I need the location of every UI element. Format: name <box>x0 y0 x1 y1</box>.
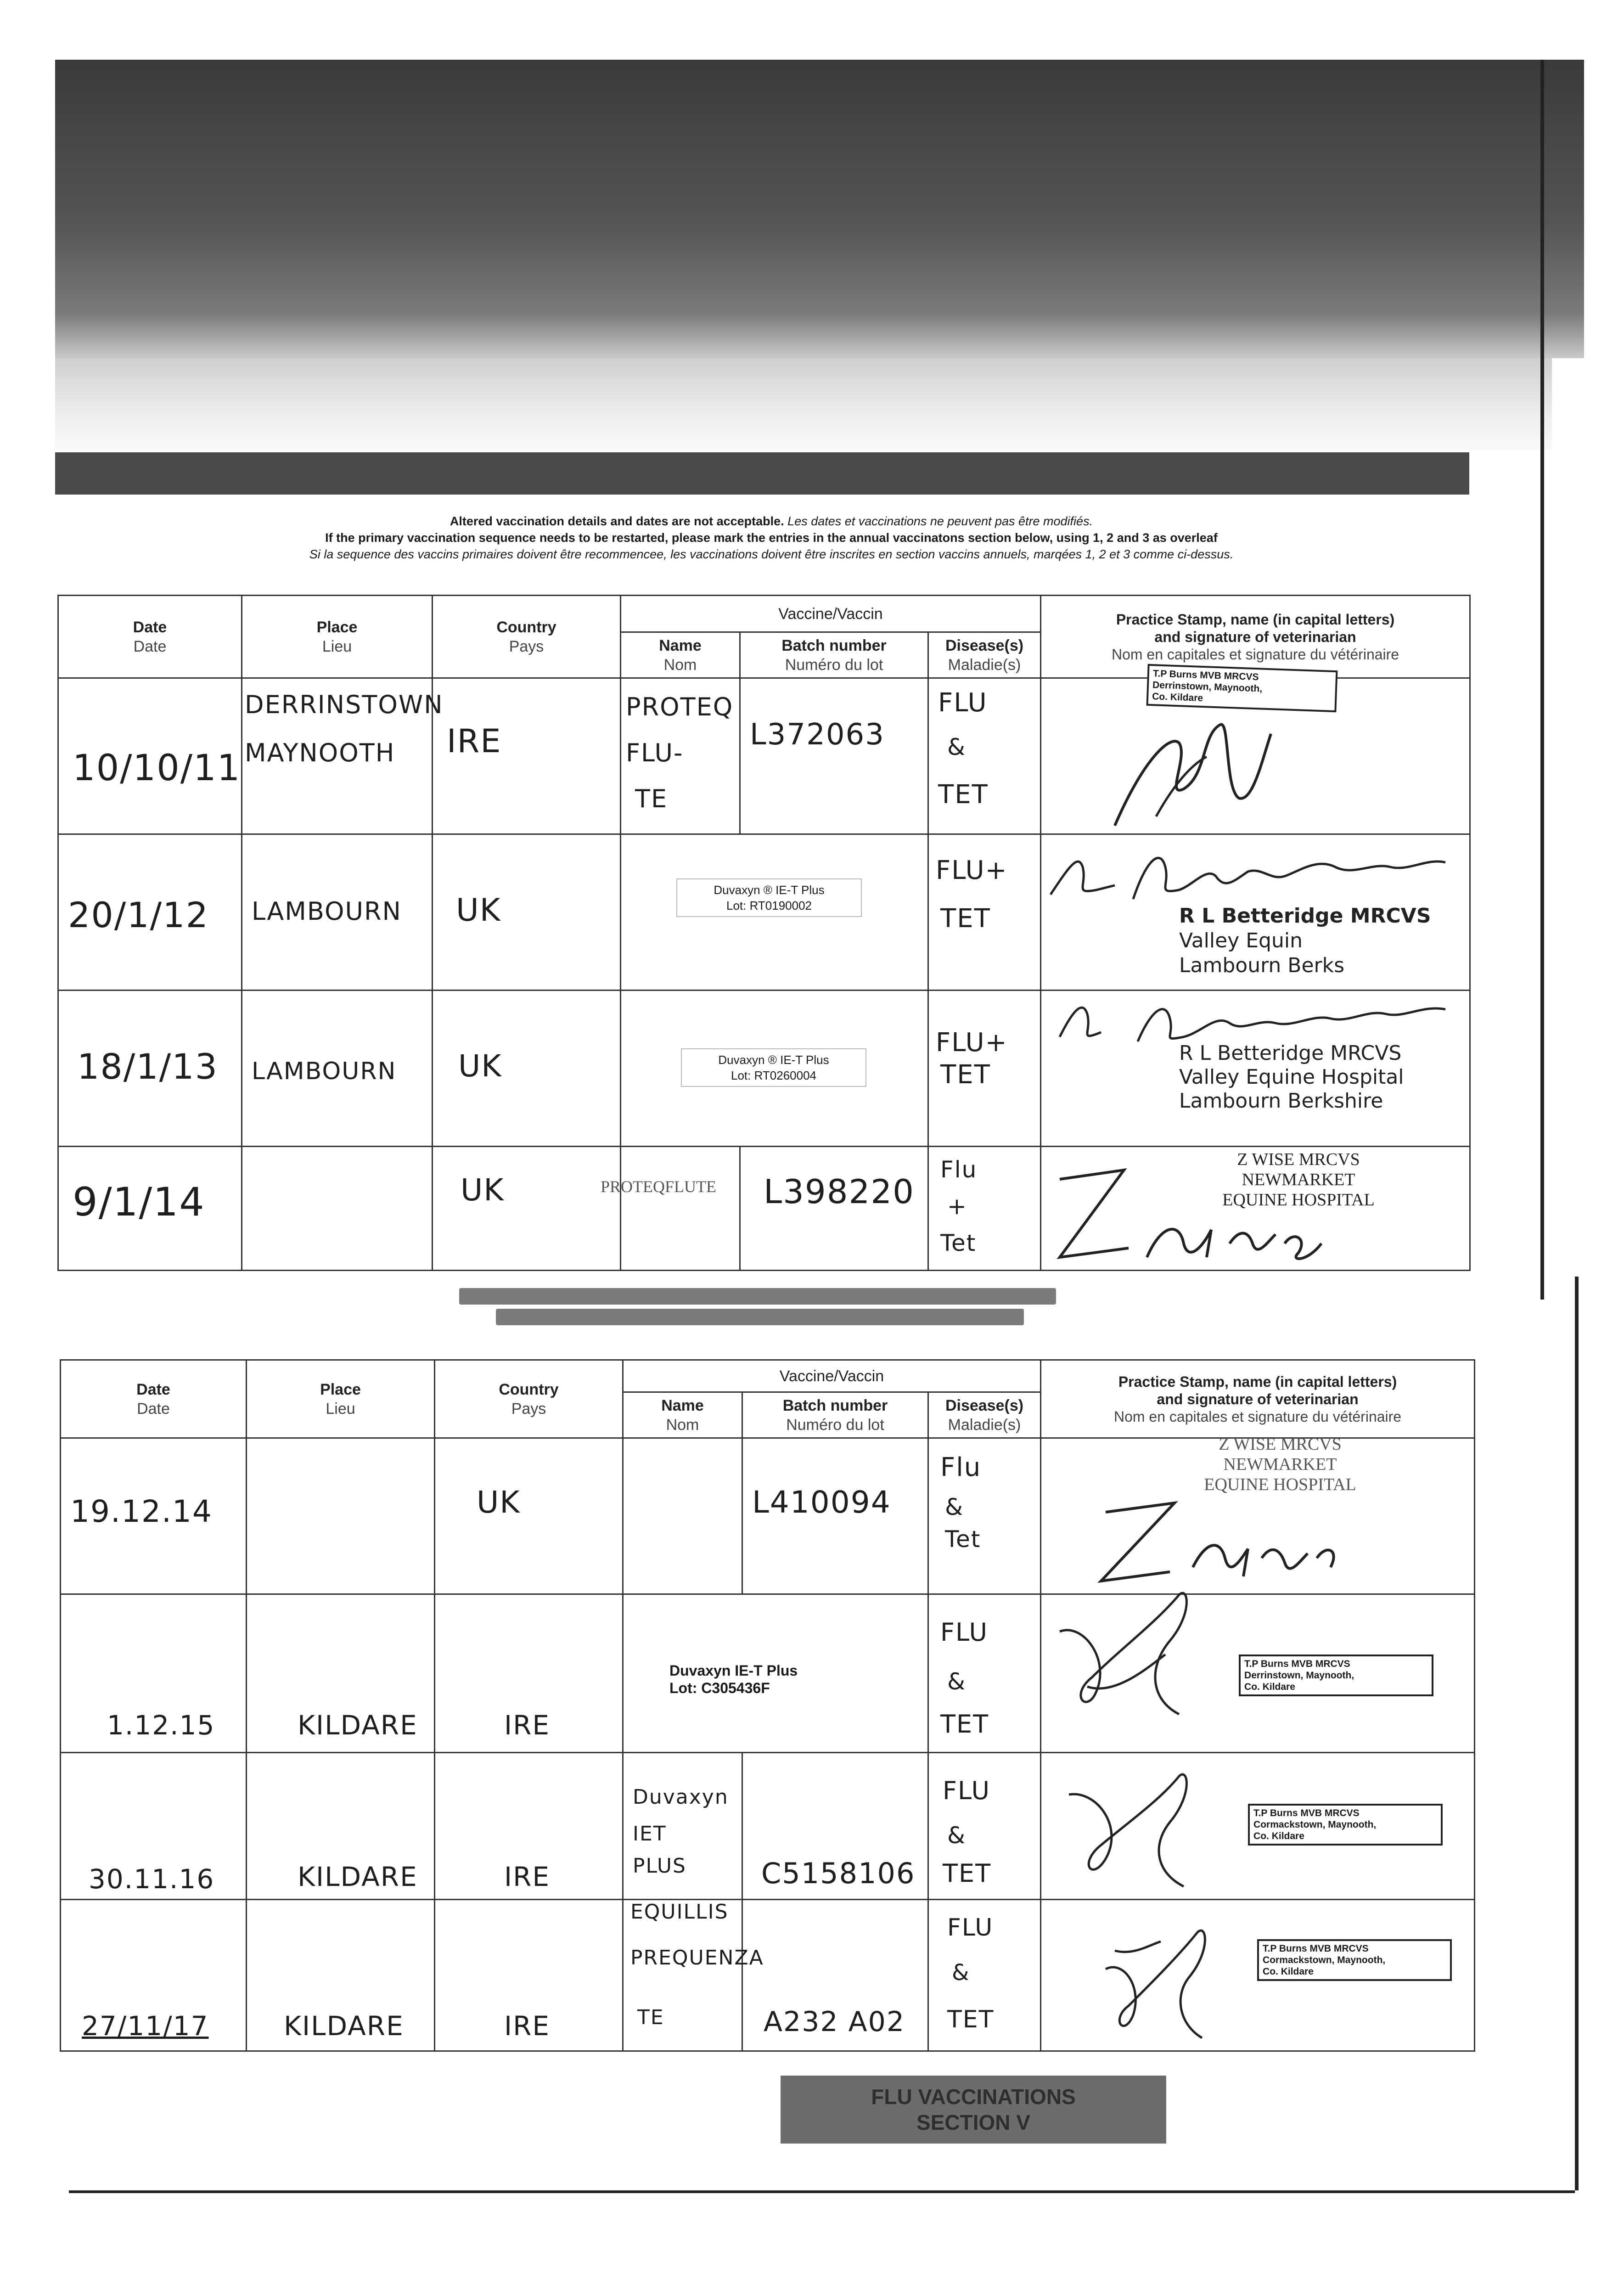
page-edge-right-lower <box>1575 1277 1579 2190</box>
practice-stamp: T.P Burns MVB MRCVS Derrinstown, Maynooth, Co. Kildare <box>1239 1654 1433 1696</box>
row-vaccine-name: PREQUENZA <box>630 1946 764 1970</box>
row-date: 1.12.15 <box>107 1710 215 1741</box>
row-disease: Flu <box>940 1452 982 1482</box>
header-disease: Disease(s) Maladie(s) <box>928 632 1041 678</box>
vet-stamp-text: Z WISE MRCVS NEWMARKET EQUINE HOSPITAL <box>1204 1435 1356 1494</box>
notice-line-3: Si la sequence des vaccins primaires doivent être recommencee, les vaccinations doivent être inscrites en section vaccins annuels, marqées 1, 2 et 3 comme ci-dessus. <box>309 547 1234 561</box>
row-disease: TET <box>940 1710 989 1739</box>
row-disease: & <box>947 1668 966 1695</box>
vaccine-label-sticker: Duvaxyn ® IE-T Plus Lot: RT0260004 <box>681 1048 866 1087</box>
vet-signature <box>1041 839 1468 908</box>
row-vaccine-name: TE <box>635 784 668 813</box>
vaccine-label-sticker: Duvaxyn IE-T Plus Lot: C305436F <box>669 1662 798 1696</box>
row-disease: Tet <box>945 1526 981 1553</box>
header-disease: Disease(s) Maladie(s) <box>928 1392 1041 1438</box>
faded-notice <box>496 1309 1024 1325</box>
row-disease: & <box>945 1494 964 1520</box>
row-disease: Flu <box>940 1156 978 1183</box>
row-batch: C5158106 <box>761 1857 916 1890</box>
row-vaccine-name: EQUILLIS <box>630 1900 729 1924</box>
practice-stamp: T.P Burns MVB MRCVS Cormackstown, Maynooth, Co. Kildare <box>1248 1804 1443 1846</box>
row-disease: Tet <box>940 1230 977 1256</box>
row-place: KILDARE <box>284 2010 404 2042</box>
header-place: Place Lieu <box>242 596 433 678</box>
vet-signature <box>1041 1576 1248 1751</box>
vaccination-table-2 <box>60 1359 1475 2052</box>
page-edge-bottom <box>69 2190 1575 2193</box>
vet-stamp-text: Z WISE MRCVS NEWMARKET EQUINE HOSPITAL <box>1222 1150 1375 1210</box>
row-country: IRE <box>504 1710 551 1741</box>
row-place: KILDARE <box>298 1861 418 1892</box>
row-place: LAMBOURN <box>252 1058 397 1085</box>
row-disease: FLU+ <box>936 1028 1008 1058</box>
practice-stamp: T.P Burns MVB MRCVS Cormackstown, Maynooth, Co. Kildare <box>1257 1939 1452 1981</box>
row-batch: A232 A02 <box>764 2006 905 2038</box>
row-disease: TET <box>940 904 991 934</box>
row-disease: & <box>947 1822 966 1849</box>
row-disease: TET <box>940 1060 991 1090</box>
row-country: UK <box>458 1048 502 1084</box>
scan-shadow <box>55 358 1552 450</box>
row-place: LAMBOURN <box>252 897 402 926</box>
header-practice-stamp: Practice Stamp, name (in capital letters) and signature of veterinarian Nom en capitales et signature du vétérinaire <box>1041 1360 1475 1438</box>
section-header-bar <box>55 452 1469 495</box>
header-name: Name Nom <box>621 632 740 678</box>
row-place: MAYNOOTH <box>245 738 395 767</box>
row-date: 19.12.14 <box>70 1494 213 1529</box>
row-disease: TET <box>938 780 989 810</box>
row-disease: FLU <box>947 1914 994 1941</box>
row-disease: & <box>952 1960 970 1986</box>
vet-stamp-text: R L Betteridge MRCVS Valley Equine Hospital Lambourn Berkshire <box>1179 1041 1404 1113</box>
table-row <box>61 1594 1475 1753</box>
row-country: UK <box>456 892 501 929</box>
header-vaccine: Vaccine/Vaccin <box>621 596 1041 632</box>
row-vaccine-name: PROTEQ <box>626 692 734 721</box>
row-vaccine-name: Duvaxyn <box>633 1785 729 1809</box>
redacted-top-region <box>55 60 1584 358</box>
faded-notice <box>459 1288 1056 1305</box>
row-vaccine-name: PROTEQFLUTE <box>601 1177 716 1196</box>
vet-signature <box>1041 1152 1340 1266</box>
row-vaccine-name: TE <box>637 2006 664 2029</box>
row-vaccine-name: PLUS <box>633 1854 686 1878</box>
row-batch: L410094 <box>752 1485 891 1520</box>
header-practice-stamp: Practice Stamp, name (in capital letters) and signature of veterinarian Nom en capitales et signature du vétérinaire <box>1041 596 1470 678</box>
table-row <box>61 1753 1475 1900</box>
page-edge-right <box>1540 60 1544 1300</box>
table-row <box>58 1147 1470 1271</box>
header-country: Country Pays <box>435 1360 623 1438</box>
notice-line-2: If the primary vaccination sequence needs to be restarted, please mark the entries in the annual vaccinatons section below, using 1, 2 and 3 as overleaf <box>325 531 1218 545</box>
table-row <box>58 834 1470 990</box>
vet-signature <box>1069 1475 1344 1590</box>
row-disease: & <box>947 734 966 760</box>
row-date: 30.11.16 <box>89 1863 215 1895</box>
row-date: 20/1/12 <box>68 895 209 935</box>
row-date: 10/10/11 <box>73 748 241 789</box>
vaccination-table-1 <box>57 595 1471 1271</box>
row-vaccine-name: FLU- <box>626 738 684 767</box>
table-row <box>61 1438 1475 1594</box>
vet-stamp-text: R L Betteridge MRCVS Valley Equin Lambourn Berks <box>1179 904 1431 977</box>
row-country: UK <box>477 1485 521 1520</box>
row-country: IRE <box>504 2010 551 2042</box>
vet-signature <box>1051 1753 1234 1900</box>
row-place: DERRINSTOWN <box>245 690 444 719</box>
header-batch: Batch number Numéro du lot <box>742 1392 928 1438</box>
row-batch: L372063 <box>750 718 885 752</box>
row-vaccine-name: IET <box>633 1822 667 1846</box>
row-disease: FLU <box>943 1776 990 1805</box>
vet-signature <box>1087 706 1317 835</box>
table-row <box>58 678 1470 834</box>
row-disease: TET <box>943 1859 992 1888</box>
row-date: 27/11/17 <box>82 2010 209 2042</box>
row-disease: FLU+ <box>936 855 1008 885</box>
row-disease: TET <box>947 2006 995 2033</box>
practice-stamp: T.P Burns MVB MRCVS Derrinstown, Maynooth, Co. Kildare <box>1146 664 1338 712</box>
vet-signature <box>1087 1914 1243 2047</box>
row-country: IRE <box>447 722 502 760</box>
row-date: 18/1/13 <box>77 1046 218 1087</box>
row-country: IRE <box>504 1861 551 1892</box>
row-country: UK <box>461 1172 505 1208</box>
faded-place <box>311 1161 315 1176</box>
header-name: Name Nom <box>623 1392 742 1438</box>
table-row <box>58 990 1470 1147</box>
vaccine-label-sticker: Duvaxyn ® IE-T Plus Lot: RT0190002 <box>676 878 862 917</box>
faded-place <box>279 1494 283 1509</box>
header-date: Date Date <box>58 596 242 678</box>
header-date: Date Date <box>61 1360 247 1438</box>
row-date: 9/1/14 <box>73 1179 205 1225</box>
header-place: Place Lieu <box>247 1360 435 1438</box>
header-country: Country Pays <box>433 596 621 678</box>
row-batch: L398220 <box>764 1172 915 1211</box>
section-label: FLU VACCINATIONS SECTION V <box>781 2076 1166 2144</box>
row-disease: FLU <box>938 688 988 718</box>
row-disease: FLU <box>940 1618 988 1647</box>
header-batch: Batch number Numéro du lot <box>740 632 928 678</box>
notice-line-1: Altered vaccination details and dates are not acceptable. Les dates et vaccinations ne peuvent pas être modifiés. <box>450 514 1093 528</box>
row-disease: + <box>947 1193 967 1220</box>
header-vaccine: Vaccine/Vaccin <box>623 1360 1041 1392</box>
table-row <box>61 1900 1475 2051</box>
row-place: KILDARE <box>298 1710 418 1741</box>
